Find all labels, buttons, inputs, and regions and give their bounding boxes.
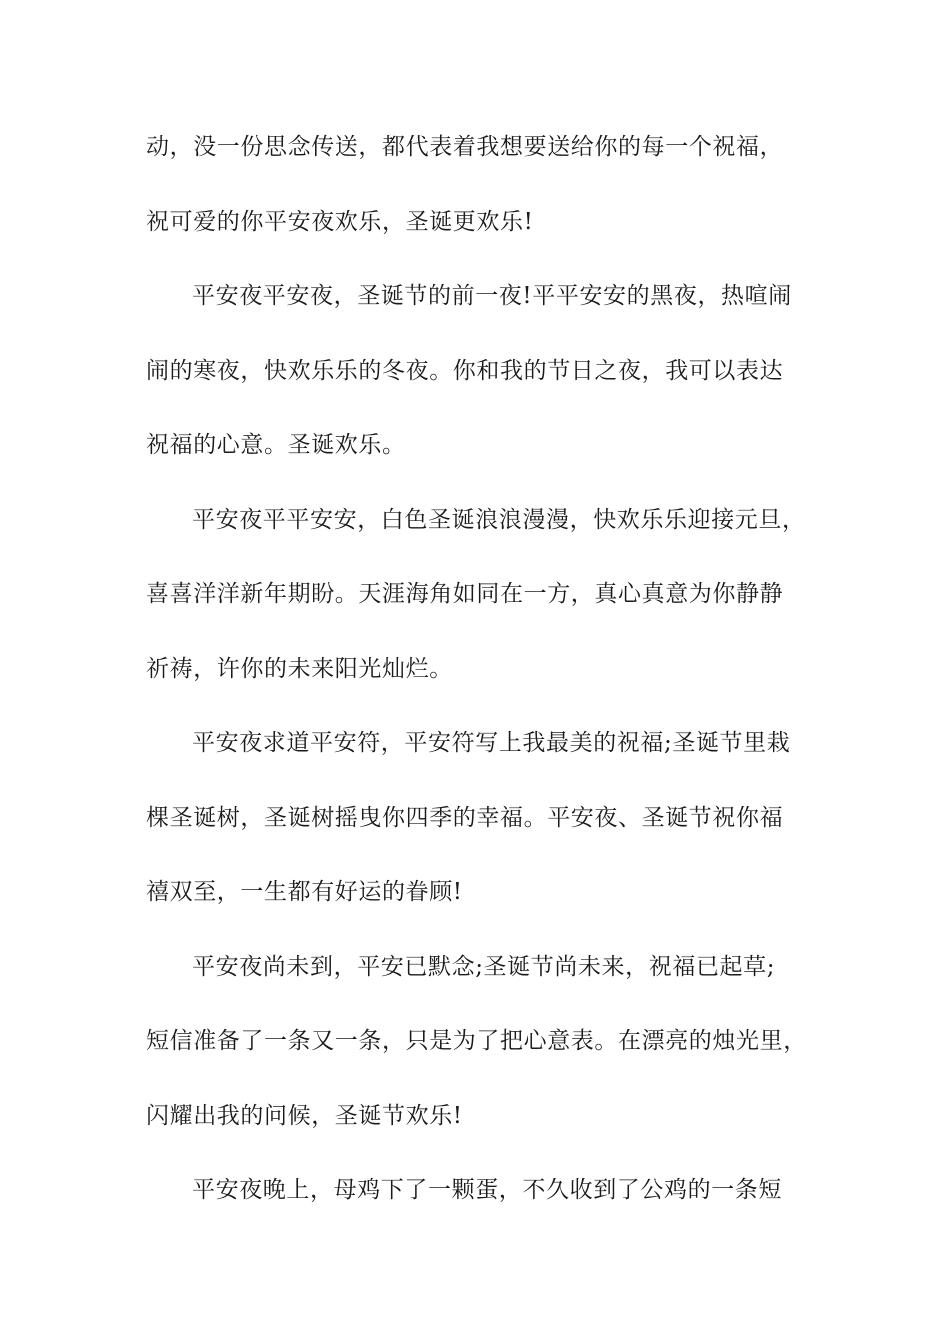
text-body <box>146 124 826 1242</box>
text-line: 祝福的心意。圣诞欢乐。 <box>146 432 406 458</box>
text-line: 平安夜尚未到，平安已默念;圣诞节尚未来，祝福已起草; <box>192 953 776 980</box>
text-line: 祝可爱的你平安夜欢乐，圣诞更欢乐! <box>146 208 534 235</box>
text-line: 闪耀出我的问候，圣诞节欢乐! <box>146 1102 463 1129</box>
text-line: 平安夜求道平安符，平安符写上我最美的祝福;圣诞节里栽 <box>192 730 791 756</box>
paragraph <box>146 497 826 721</box>
text-line: 祈祷，许你的未来阳光灿烂。 <box>146 655 453 682</box>
text-line: 平安夜平平安安，白色圣诞浪浪漫漫，快欢乐乐迎接元旦， <box>192 506 806 533</box>
paragraph <box>146 124 826 273</box>
text-line: 棵圣诞树，圣诞树摇曳你四季的幸福。平安夜、圣诞节祝你福 <box>146 804 784 831</box>
paragraph <box>146 944 826 1168</box>
text-line: 平安夜平安夜，圣诞节的前一夜!平平安安的黑夜，热喧闹 <box>192 283 792 309</box>
text-line: 动，没一份思念传送，都代表着我想要送给你的每一个祝福， <box>146 134 784 160</box>
paragraph <box>146 273 826 497</box>
text-line: 禧双至，一生都有好运的眷顾! <box>146 879 463 905</box>
text-line: 闹的寒夜，快欢乐乐的冬夜。你和我的节日之夜，我可以表达 <box>146 357 784 384</box>
text-line: 喜喜洋洋新年期盼。天涯海角如同在一方，真心真意为你静静 <box>146 581 784 607</box>
paragraph <box>146 1167 826 1242</box>
paragraph <box>146 720 826 944</box>
text-line: 平安夜晚上，母鸡下了一颗蛋，不久收到了公鸡的一条短 <box>192 1177 782 1203</box>
text-line: 短信准备了一条又一条，只是为了把心意表。在漂亮的烛光里， <box>146 1028 807 1054</box>
